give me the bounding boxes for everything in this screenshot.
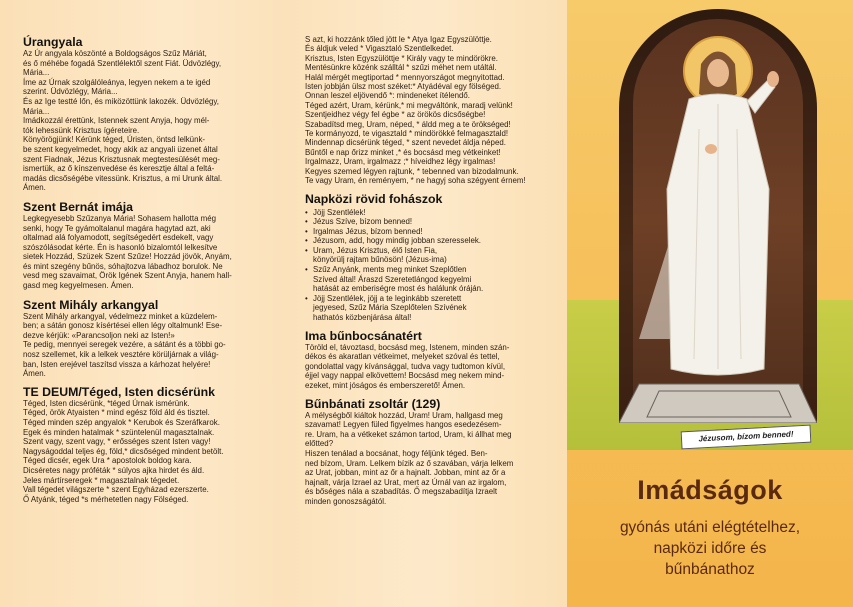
divine-mercy-image [619,9,817,423]
booklet-title: Imádságok [637,475,783,505]
angelus-title: Úrangyala [23,35,83,49]
bernard-title: Szent Bernát imája [23,199,134,214]
list-item: • Jöjj Szentlélek! [305,208,557,218]
te-deum-text: Téged, Isten dicsérünk, *téged Úrnak ismérünk. Téged, örök Atyaisten * mind egész föld áld és tisztel. Téged minden szép angyalok * Kerubok és Szeráfkarok. Egek és minden hatalmak * szüntelenül magasztalnak. Szent vagy, szent vagy, * erősséges szent Isten vagy! Nagyságoddal teljes ég, föld,* dicsőséged mindent betölt. Téged dicsér, egek Ura * apostolok boldog kara. Dicséretes nagy próféták * súlyos ajka hirdet és áld. Jeles mártírseregek * magasztalnak tégedet. Vall tégedet világszerte * szent Egyházad ezerszerte. Ő Atyánk, téged *s mérhetetlen nagy Fölséged. [23,398,224,504]
forgiveness-title: Ima bűnbocsánatért [305,328,422,343]
list-item: • Szűz Anyánk, ments meg minket Szeplőtlen Szíved által! Áraszd Szeretetlángod kegyelmi hatását az emberiségre most és halálunk óráján. [305,265,557,294]
michael-text: Szent Mihály arkangyal, védelmezz minket a küzdelem- ben; a sátán gonosz kísértései ellen légy oltalmunk! Ese- dezve kérjük: «Parancsoljon neki az Isten!» Te pedig, mennyei seregek vezére, a sátánt és a többi go- nosz szellemet, kik a lelkek vesztére körüljárnak a világ- ban, Isten erejével taszítsd vissza a kárhozat helyére! Ámen. [23,311,226,379]
forgiveness-text: Töröld el, távoztasd, bocsásd meg, Istenem, minden szán- dékos és akaratlan vétkeimet, melyeket szóval és tettel, gondolattal vagy kívánsággal, tudva vagy tudtomon kívül, éjjel vagy nappal elkövettem! Bocsásd meg nekem mind- ezeket, mint jóságos és emberszerető! Ámen. [305,342,510,390]
short-prayers-title: Napközi rövid fohászok [305,191,443,206]
image-caption: Jézusom, bízom benned! [681,425,812,450]
michael-title: Szent Mihály arkangyal [23,297,159,312]
list-item: • Jézusom, add, hogy mindig jobban szeresselek. [305,236,557,246]
psalm-text: A mélységből kiáltok hozzád, Uram! Uram, hallgasd meg szavamat! Legyen füled figyelmes hangos esedezésem- re. Uram, ha a vétkeket számon tartod, Uram, ki állhat meg előtted? Hiszen tenálad a bocsánat, hogy féljünk téged. Ben- ned bízom, Uram. Lelkem bízik az ő szavában, várja lelkem az Urat, jobban, mint az őr a hajnalt. Jobban, mint az őr a hajnalt, várja Izrael az Urat, mert az Úrnál van az irgalom, és bőséges nála a szabadítás. Ő megszabadítja Izraelt minden gonoszságától. [305,410,514,506]
bernard-text: Legkegyesebb Szűzanya Mária! Sohasem hallotta még senki, hogy Te gyámoltalanul magára hagytad azt, aki oltalmad alá folyamodott, segítségedért esdekelt, vagy szószólásodat kérte. Én is hasonló bizalomtól lelkesítve sietek Hozzád, Szüzek Szent Szűze! Hozzád jövök, Anyám, és mint szegény bűnös, sóhajtozva lábadhoz borulok. Ne vesd meg szavaimat, Örök Igének Szent Anyja, hanem hall- gasd meg kegyelmesen. Ámen. [23,213,232,291]
cover-panel [567,0,853,607]
list-item: • Uram, Jézus Krisztus, élő Isten Fia, könyörülj rajtam bűnösön! (Jézus-ima) [305,246,557,265]
left-column [0,0,285,607]
booklet-subtitle-line-1: gyónás utáni elégtételhez, [619,519,801,536]
psalm-title: Bűnbánati zsoltár (129) [305,396,441,411]
booklet-subtitle-line-2: napközi időre és [653,540,767,557]
list-item: • Irgalmas Jézus, bízom benned! [305,227,557,237]
middle-column [285,0,567,607]
short-prayers-list [305,208,557,323]
te-deum-continued: S azt, ki hozzánk tőled jött le * Atya Igaz Egyszülöttje. És áldjuk veled * Vigasztaló Szentlelkedet. Krisztus, Isten Egyszülöttje * Király vagy te mindörökre. Mentésünkre közénk szálltál * szűzi méhet nem utáltál. Halál mérgét megtiportad * mennyországot megnyitottad. Isten jobbján ülsz most széket:* Atyádéval egy fölséged. Onnan leszel eljövendő *: mindeneket ítélendő. Téged azért, Uram, kérünk,* mi megváltónk, maradj velünk! Szentjeidhez végy fel égbe * az örökös dicsőségbe! Szabadítsd meg, Uram, néped, * áldd meg a te örökséged! Te kormányozd, te vigasztald * mindörökké felmagasztald! Mindennap dicsérünk téged, * szent nevedet áldja néped. Bűntől e nap őrizz minket ,* és bocsásd meg vétkeinket! Irgalmazz, Uram, irgalmazz ;* híveidhez légy irgalmas! Kegyes szemed légyen rajtunk, * tebenned van bizodalmunk. Te vagy Uram, én reményem, * ne hagyj soha szégyent érnem! [305,35,526,186]
jesus-figure-icon [619,9,817,423]
te-deum-title: TE DEUM/Téged, Isten dicsérünk [23,384,216,399]
list-item: • Jézus Szíve, bízom benned! [305,217,557,227]
booklet-subtitle-line-3: bűnbánathoz [665,561,755,578]
angelus-text: Az Úr angyala köszönté a Boldogságos Szűz Máriát, és ő méhébe fogadá Szentlélektől szent Fiát. Üdvözlégy, Mária... Íme az Úrnak szolgálóleánya, legyen nekem a te igéd szerint. Üdvözlégy, Mária... És az Ige testté lőn, és miközöttünk lakozék. Üdvözlégy, Mária... Imádkozzál érettünk, Istennek szent Anyja, hogy mél- tók lehessünk Krisztus ígéreteire. Könyörögjünk! Kérünk téged, Úristen, öntsd lelkünk- be szent kegyelmedet, hogy akik az angyali üzenet által szent Fiadnak, Jézus Krisztusnak megtestesülését meg- ismertük, az ő kínszenvedése és keresztje által a feltá- madás dicsőségébe vitessünk. Krisztus, a mi Urunk által. Ámen. [23,49,223,193]
list-item: • Jöjj Szentlélek, jöjj a te leginkább szeretett jegyesed, Szűz Mária Szeplőtelen Szívének hathatós közbenjárása által! [305,294,557,323]
